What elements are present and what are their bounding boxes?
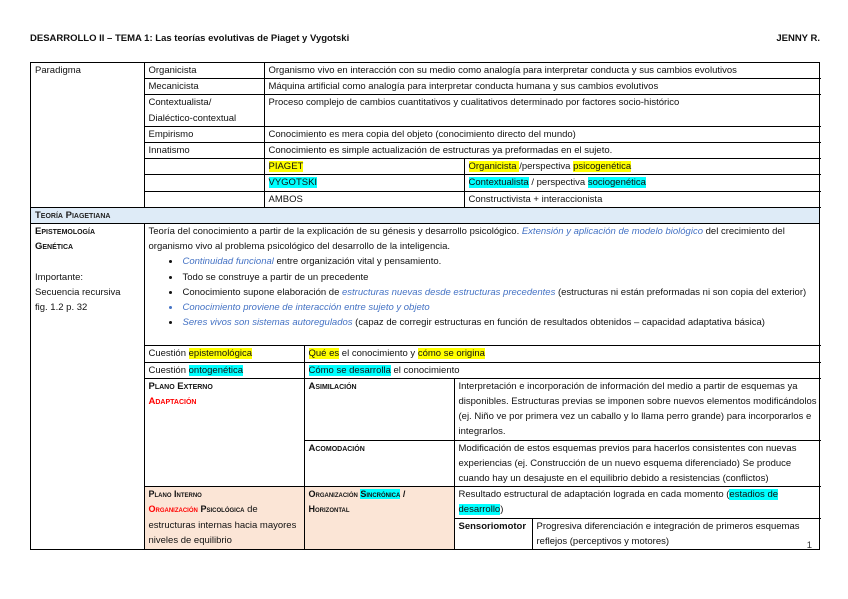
theory-overview-cell [144, 224, 821, 346]
table-row [31, 126, 821, 142]
author-def-cell: Organicista /perspectiva psicogenética [464, 159, 821, 175]
table-row [31, 191, 821, 207]
table-row [31, 362, 821, 378]
paradigm-term-cell: Contextualista/ Dialéctico-contextual [144, 95, 264, 126]
bullet-item: • Conocimiento supone elaboración de estructuras nuevas desde estructuras precedentes (estructuras ni están preformadas ni son copia del exterior) [181, 285, 818, 300]
process-desc-cell: Interpretación e incorporación de información del medio a partir de esquemas ya disponibles. Estructuras previas se imponen sobre nuevos elementos modificándolos (ej. Niño ve por primera vez un caballo y lo llama perro grande) para incorporarlos e integrarlos. [454, 378, 821, 440]
bullet-item: • Todo se construye a partir de un precedente [181, 270, 818, 285]
process-desc-cell: Modificación de estos esquemas previos para hacerlos consistentes con nuevas experiencias (ej. Construcción de un nuevo esquema diferenciado) Se produce cuando hay un desajuste en el equilibrio debido a resistencias (conflictos) [454, 440, 821, 487]
paradigm-term-cell: Empirismo [144, 126, 264, 142]
author-name-cell: AMBOS [264, 191, 464, 207]
question-value-cell: Qué es el conocimiento y cómo se origina [304, 346, 821, 362]
stage-name-cell: Sensoriomotor [454, 518, 532, 549]
epistemology-table [31, 224, 821, 549]
question-label-cell: Cuestión epistemológica [144, 346, 304, 362]
document-author: JENNY R. [776, 33, 820, 44]
bullet-item: • Conocimiento proviene de interacción entre sujeto y objeto [181, 300, 818, 315]
paradigm-def-cell: Máquina artificial como analogía para interpretar conducta humana y sus cambios evolutivos [264, 79, 821, 95]
question-label-cell: Cuestión ontogenética [144, 362, 304, 378]
empty-cell [144, 175, 264, 191]
table-row [31, 79, 821, 95]
stage-desc-cell: Progresiva diferenciación e integración de primeros esquemas reflejos (perceptivos y motores) [536, 520, 800, 547]
table-row [31, 346, 821, 362]
bullet-item: • Continuidad funcional entre organización vital y pensamiento. [181, 254, 818, 269]
result-cell: Resultado estructural de adaptación lograda en cada momento (estadios de desarrollo) [454, 487, 821, 518]
table-row [31, 95, 821, 126]
table-row [31, 143, 821, 159]
paradigm-def-cell: Conocimiento es simple actualización de estructuras ya preformadas en el sujeto. [264, 143, 821, 159]
document-header [30, 31, 820, 46]
sidebar-cell: Epistemología Genética Importante: Secuencia recursiva fig. 1.2 p. 32 [31, 224, 144, 549]
process-name-cell: Acomodación [304, 440, 454, 487]
organization-type-cell: Organización Sincrónica / Horizontal [304, 487, 454, 549]
paradigm-def-cell: Organismo vivo en interacción con su medio como analogía para interpretar conducta y sus cambios evolutivos [264, 63, 821, 79]
process-name-cell: Asimilación [304, 378, 454, 440]
paradigm-def-cell: Proceso complejo de cambios cuantitativos y cualitativos determinado por factores socio-histórico [264, 95, 821, 126]
author-name-cell: VYGOTSKI [264, 175, 464, 191]
empty-cell [144, 191, 264, 207]
document-title: DESARROLLO II – TEMA 1: Las teorías evolutivas de Piaget y Vygotski [30, 33, 350, 44]
internal-plane-cell: Plano Interno Organización Psicológica de estructuras internas hacia mayores niveles de equilibrio [144, 487, 304, 549]
table-row [31, 175, 821, 191]
table-row [31, 378, 821, 440]
bullet-item: • Seres vivos son sistemas autoregulados (capaz de corregir estructuras en función de resultados obtenidos – capacidad adaptativa básica) [181, 315, 818, 330]
paradigm-term-cell: Organicista [144, 63, 264, 79]
author-def-cell: Constructivista + interaccionista [464, 191, 821, 207]
table-row [31, 159, 821, 175]
paradigm-label-cell: Paradigma [31, 63, 144, 207]
notes-table [30, 62, 820, 550]
theory-bullet-list [149, 254, 818, 330]
author-def-cell: Contextualista / perspectiva sociogenética [464, 175, 821, 191]
paradigm-table [31, 63, 821, 208]
table-row [31, 63, 821, 79]
page-number: 1 [806, 540, 812, 551]
theory-intro: Teoría del conocimiento a partir de la explicación de su génesis y desarrollo psicológico. Extensión y aplicación de modelo biológico del crecimiento del organismo vivo al problema psicológico del desarrollo de la inteligencia. [148, 226, 785, 253]
question-value-cell: Cómo se desarrolla el conocimiento [304, 362, 821, 378]
paradigm-term-cell: Innatismo [144, 143, 264, 159]
external-plane-cell: Plano Externo Adaptación [144, 378, 304, 486]
author-name-cell: PIAGET [264, 159, 464, 175]
paradigm-def-cell: Conocimiento es mera copia del objeto (conocimiento directo del mundo) [264, 126, 821, 142]
section-banner: Teoría Piagetiana [31, 208, 819, 224]
paradigm-term-cell: Mecanicista [144, 79, 264, 95]
table-row [31, 224, 821, 346]
empty-cell [144, 159, 264, 175]
table-row [31, 487, 821, 518]
